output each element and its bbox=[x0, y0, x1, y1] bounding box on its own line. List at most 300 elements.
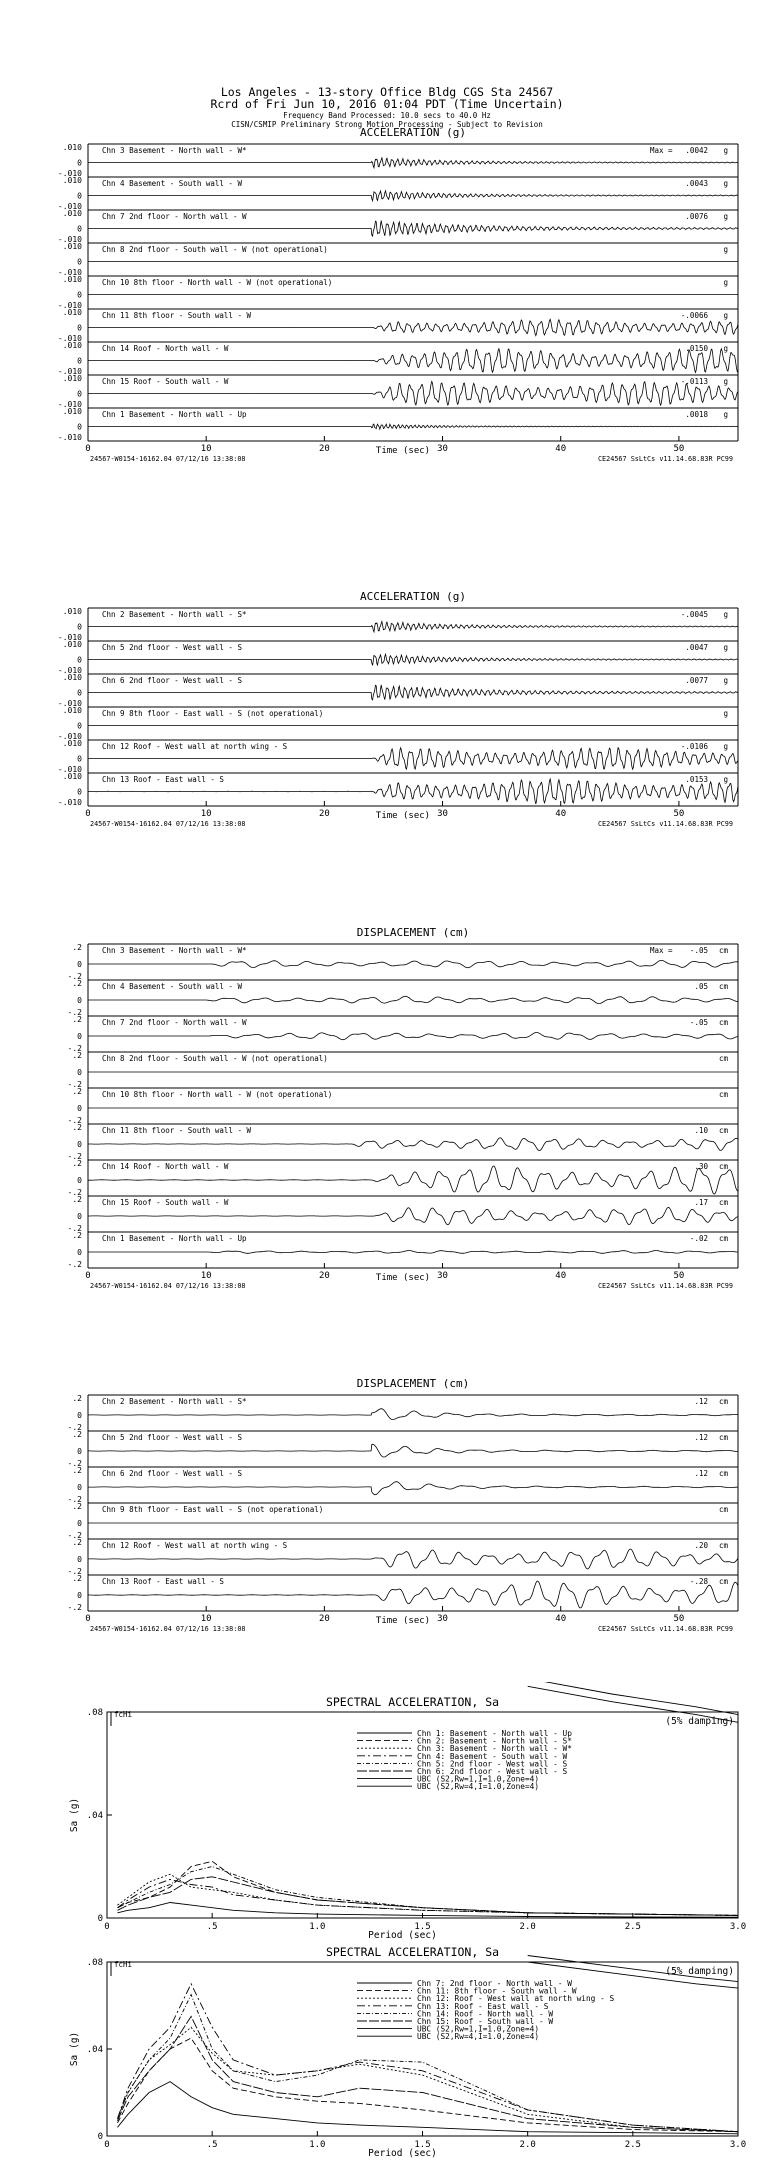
channel-6 bbox=[58, 341, 738, 376]
channel-7 bbox=[58, 374, 738, 409]
damping-label: (5% damping) bbox=[665, 1966, 734, 1977]
channel-unit: g bbox=[723, 610, 728, 619]
record-header bbox=[210, 85, 563, 129]
channel-max: -.0045 bbox=[680, 610, 708, 619]
time-axis-label: Time (sec) bbox=[375, 446, 431, 456]
channel-max: .12 bbox=[694, 1433, 708, 1442]
ytick-pos: .2 bbox=[72, 1051, 82, 1060]
channel-label: Chn 14 Roof - North wall - W bbox=[102, 344, 229, 353]
channel-6 bbox=[68, 1159, 738, 1197]
channel-4 bbox=[68, 1087, 738, 1125]
channel-trace bbox=[88, 221, 738, 237]
time-tick-label: 50 bbox=[673, 809, 685, 819]
channel-label: Chn 10 8th floor - North wall - W (not operational) bbox=[102, 278, 333, 287]
footer-record-id: 24567-W0154-16162.04 07/12/16 13:38:08 bbox=[90, 1282, 246, 1290]
ytick-zero: 0 bbox=[77, 422, 82, 432]
ytick-zero: 0 bbox=[77, 1104, 82, 1113]
ytick-neg: -.010 bbox=[57, 765, 82, 774]
ytick-neg: -.2 bbox=[67, 1603, 82, 1612]
channel-5 bbox=[68, 1574, 738, 1612]
ytick-zero: 0 bbox=[77, 323, 82, 333]
legend-entry: Chn 6: 2nd floor - West wall - S bbox=[417, 1767, 568, 1776]
panel-accel-s bbox=[58, 590, 738, 828]
panel-title: DISPLACEMENT (cm) bbox=[356, 1377, 470, 1390]
xtick-label: 2.5 bbox=[624, 1922, 641, 1932]
ytick-neg: -.010 bbox=[57, 301, 82, 310]
time-axis-label: Time (sec) bbox=[375, 1273, 431, 1283]
channel-max: .0018 bbox=[685, 410, 708, 419]
channel-3 bbox=[58, 706, 738, 741]
ytick-pos: .2 bbox=[72, 979, 82, 988]
ytick-neg: -.010 bbox=[57, 633, 82, 642]
ytick-pos: .010 bbox=[62, 739, 82, 748]
channel-trace bbox=[88, 1444, 738, 1457]
channel-max: .20 bbox=[694, 1541, 708, 1550]
ytick-neg: -.010 bbox=[57, 235, 82, 244]
spectrum-series-2 bbox=[118, 2024, 739, 2131]
ytick-neg: -.2 bbox=[67, 1567, 82, 1576]
yaxis-label: Sa (g) bbox=[69, 2031, 80, 2067]
channel-max: .10 bbox=[694, 1126, 708, 1135]
channel-label: Chn 9 8th floor - East wall - S (not operational) bbox=[102, 709, 324, 718]
xtick-label: 0 bbox=[104, 1922, 110, 1932]
channel-trace bbox=[88, 1251, 738, 1254]
ytick-neg: -.2 bbox=[67, 1008, 82, 1017]
channel-max: .12 bbox=[694, 1397, 708, 1406]
legend-entry: Chn 7: 2nd floor - North wall - W bbox=[417, 1979, 572, 1988]
channel-unit: cm bbox=[718, 1541, 728, 1550]
legend-entry: Chn 14: Roof - North wall - W bbox=[417, 2009, 554, 2019]
channel-label: Chn 7 2nd floor - North wall - W bbox=[102, 212, 247, 221]
channel-label: Chn 10 8th floor - North wall - W (not operational) bbox=[102, 1090, 333, 1099]
max-label: Max = bbox=[650, 146, 673, 155]
ytick-pos: .2 bbox=[72, 1159, 82, 1168]
ytick-pos: .010 bbox=[62, 407, 82, 416]
ytick-zero: 0 bbox=[77, 1447, 82, 1456]
ytick-neg: -.010 bbox=[57, 400, 82, 409]
footer-version: CE24567 SsLtCs v11.14.68.83R PC99 bbox=[597, 455, 733, 463]
channel-5 bbox=[68, 1123, 738, 1161]
xtick-label: 1.5 bbox=[414, 1922, 431, 1932]
channel-trace bbox=[88, 996, 738, 1003]
legend-entry: Chn 3: Basement - North wall - W* bbox=[417, 1744, 572, 1754]
panel-accel-w bbox=[58, 126, 738, 463]
channel-label: Chn 11 8th floor - South wall - W bbox=[102, 311, 252, 320]
footer-record-id: 24567-W0154-16162.04 07/12/16 13:38:08 bbox=[90, 455, 246, 463]
legend-entry: Chn 2: Basement - North wall - S* bbox=[417, 1736, 572, 1746]
ytick-neg: -.2 bbox=[67, 972, 82, 981]
ytick-neg: -.2 bbox=[67, 1188, 82, 1197]
ytick-pos: .010 bbox=[62, 275, 82, 284]
ytick-neg: -.010 bbox=[57, 367, 82, 376]
ytick-neg: -.2 bbox=[67, 1495, 82, 1504]
ytick-pos: .010 bbox=[62, 607, 82, 616]
channel-1 bbox=[68, 979, 738, 1017]
legend-entry: UBC (S2,Rw=1,I=1.0,Zone=4) bbox=[417, 1774, 540, 1784]
legend-entry: Chn 11: 8th floor - South wall - W bbox=[417, 1986, 577, 1996]
channel-max: .0077 bbox=[685, 676, 708, 685]
ytick-zero: 0 bbox=[77, 1212, 82, 1221]
channel-unit: g bbox=[723, 709, 728, 718]
spectrum-title: SPECTRAL ACCELERATION, Sa bbox=[325, 1695, 500, 1709]
time-tick-label: 10 bbox=[200, 444, 212, 454]
channel-4 bbox=[58, 275, 738, 310]
max-label: Max = bbox=[650, 946, 673, 955]
ytick-zero: 0 bbox=[77, 655, 82, 665]
channel-label: Chn 6 2nd floor - West wall - S bbox=[102, 676, 242, 685]
channel-unit: g bbox=[723, 311, 728, 320]
channel-trace bbox=[88, 158, 738, 168]
damping-label: (5% damping) bbox=[665, 1716, 734, 1727]
channel-max: -.05 bbox=[689, 1018, 708, 1027]
channel-unit: cm bbox=[718, 982, 728, 991]
ytick-zero: 0 bbox=[77, 1555, 82, 1564]
xaxis-label: Period (sec) bbox=[368, 1930, 437, 1941]
ytick-zero: 0 bbox=[77, 1248, 82, 1257]
time-tick-label: 10 bbox=[200, 809, 212, 819]
ytick-pos: .2 bbox=[72, 1430, 82, 1439]
channel-max: .0153 bbox=[685, 775, 708, 784]
time-tick-label: 30 bbox=[437, 809, 448, 819]
footer-version: CE24567 SsLtCs v11.14.68.83R PC99 bbox=[597, 1282, 733, 1290]
legend-entry: UBC (S2,Rw=4,I=1.0,Zone=4) bbox=[417, 1782, 540, 1792]
time-tick-label: 0 bbox=[85, 1614, 91, 1624]
ytick-zero: 0 bbox=[77, 1140, 82, 1149]
ytick-neg: -.010 bbox=[57, 202, 82, 211]
ytick-pos: .2 bbox=[72, 1231, 82, 1240]
channel-max: .05 bbox=[694, 982, 708, 991]
ytick-neg: -.010 bbox=[57, 169, 82, 178]
channel-label: Chn 14 Roof - North wall - W bbox=[102, 1162, 229, 1171]
ytick-neg: -.2 bbox=[67, 1044, 82, 1053]
ytick-pos: .010 bbox=[62, 341, 82, 350]
ytick-zero: 0 bbox=[77, 224, 82, 234]
ytick-neg: -.2 bbox=[67, 1260, 82, 1269]
time-tick-label: 30 bbox=[437, 444, 448, 454]
channel-label: Chn 5 2nd floor - West wall - S bbox=[102, 643, 242, 652]
time-tick-label: 40 bbox=[555, 1271, 567, 1281]
xtick-label: 1.0 bbox=[309, 1922, 326, 1932]
time-tick-label: 10 bbox=[200, 1271, 212, 1281]
header-record: Rcrd of Fri Jun 10, 2016 01:04 PDT (Time Uncertain) bbox=[210, 97, 564, 111]
channel-trace bbox=[88, 319, 738, 335]
channel-unit: g bbox=[723, 643, 728, 652]
channel-unit: cm bbox=[718, 1054, 728, 1063]
ytick-zero: 0 bbox=[77, 1591, 82, 1600]
channel-max: .0047 bbox=[685, 643, 708, 652]
channel-max: -.0066 bbox=[680, 311, 708, 320]
channel-trace bbox=[88, 191, 738, 201]
time-tick-label: 50 bbox=[673, 444, 685, 454]
xtick-label: 1.5 bbox=[414, 2140, 431, 2150]
time-tick-label: 50 bbox=[673, 1271, 685, 1281]
channel-trace bbox=[88, 1138, 738, 1151]
channel-trace bbox=[88, 1549, 738, 1569]
spectrum-series-5 bbox=[118, 1877, 739, 1916]
channel-trace bbox=[88, 960, 738, 967]
time-tick-label: 50 bbox=[673, 1614, 685, 1624]
channel-trace bbox=[88, 1033, 738, 1040]
channel-label: Chn 2 Basement - North wall - S* bbox=[102, 610, 247, 619]
legend-entry: Chn 13: Roof - East wall - S bbox=[417, 2001, 549, 2011]
channel-max: .0042 bbox=[685, 146, 708, 155]
channel-unit: cm bbox=[718, 946, 728, 955]
time-tick-label: 0 bbox=[85, 444, 91, 454]
xtick-label: 3.0 bbox=[729, 2140, 747, 2150]
spectrum-series-0 bbox=[118, 2082, 739, 2134]
channel-label: Chn 3 Basement - North wall - W* bbox=[102, 946, 247, 955]
panel-spec-2 bbox=[69, 1945, 746, 2159]
fchi-label: fcHi bbox=[114, 1710, 133, 1719]
channel-trace bbox=[88, 424, 738, 429]
channel-8 bbox=[58, 407, 738, 442]
ytick-label: .04 bbox=[86, 1811, 103, 1821]
ytick-neg: -.2 bbox=[67, 1116, 82, 1125]
time-tick-label: 20 bbox=[318, 1271, 330, 1281]
channel-unit: g bbox=[723, 212, 728, 221]
spectrum-series-0 bbox=[118, 1903, 739, 1918]
channel-unit: cm bbox=[718, 1018, 728, 1027]
time-axis-label: Time (sec) bbox=[375, 811, 431, 821]
channel-trace bbox=[88, 654, 738, 665]
legend-entry: Chn 12: Roof - West wall at north wing - S bbox=[417, 1994, 615, 2004]
footer-version: CE24567 SsLtCs v11.14.68.83R PC99 bbox=[597, 820, 733, 828]
time-tick-label: 20 bbox=[318, 1614, 330, 1624]
spectrum-series-3 bbox=[118, 1879, 739, 1915]
time-tick-label: 40 bbox=[555, 444, 567, 454]
channel-0 bbox=[58, 143, 738, 178]
legend-entry: Chn 5: 2nd floor - West wall - S bbox=[417, 1759, 568, 1769]
spectrum-series-7 bbox=[528, 1686, 738, 1722]
channel-unit: g bbox=[723, 410, 728, 419]
channel-label: Chn 4 Basement - South wall - W bbox=[102, 179, 242, 188]
xtick-label: 1.0 bbox=[309, 2140, 326, 2150]
series-group bbox=[118, 1679, 739, 1918]
channel-label: Chn 1 Basement - North wall - Up bbox=[102, 1234, 247, 1243]
ytick-zero: 0 bbox=[77, 960, 82, 969]
ytick-zero: 0 bbox=[77, 1483, 82, 1492]
ytick-pos: .2 bbox=[72, 1394, 82, 1403]
legend-entry: Chn 15: Roof - South wall - W bbox=[417, 2017, 554, 2026]
channel-unit: cm bbox=[718, 1126, 728, 1135]
channel-unit: cm bbox=[718, 1433, 728, 1442]
ytick-pos: .2 bbox=[72, 1123, 82, 1132]
legend-entry: UBC (S2,Rw=4,I=1.0,Zone=4) bbox=[417, 2032, 540, 2042]
legend-entry: UBC (S2,Rw=1,I=1.0,Zone=4) bbox=[417, 2024, 540, 2034]
ytick-neg: -.2 bbox=[67, 1224, 82, 1233]
time-tick-label: 30 bbox=[437, 1271, 448, 1281]
ytick-neg: -.010 bbox=[57, 433, 82, 442]
channel-label: Chn 4 Basement - South wall - W bbox=[102, 982, 242, 991]
channel-8 bbox=[68, 1231, 738, 1269]
channel-unit: cm bbox=[718, 1234, 728, 1243]
ytick-label: .08 bbox=[86, 1708, 103, 1718]
xaxis-label: Period (sec) bbox=[368, 2148, 437, 2159]
channel-max: -.0113 bbox=[680, 377, 708, 386]
panel-disp-w bbox=[68, 926, 738, 1290]
time-tick-label: 20 bbox=[318, 444, 330, 454]
ytick-pos: .010 bbox=[62, 176, 82, 185]
ytick-neg: -.010 bbox=[57, 334, 82, 343]
channel-unit: g bbox=[723, 775, 728, 784]
ytick-pos: .2 bbox=[72, 1502, 82, 1511]
channel-label: Chn 1 Basement - North wall - Up bbox=[102, 410, 247, 419]
channel-max: -.0106 bbox=[680, 742, 708, 751]
channel-max: .30 bbox=[694, 1162, 708, 1171]
ytick-pos: .010 bbox=[62, 640, 82, 649]
panel-title: ACCELERATION (g) bbox=[360, 590, 466, 603]
channel-max: .12 bbox=[694, 1469, 708, 1478]
footer-record-id: 24567-W0154-16162.04 07/12/16 13:38:08 bbox=[90, 820, 246, 828]
ytick-zero: 0 bbox=[77, 257, 82, 267]
ytick-zero: 0 bbox=[77, 389, 82, 399]
ytick-pos: .010 bbox=[62, 772, 82, 781]
header-processing: CISN/CSMIP Preliminary Strong Motion Processing - Subject to Revision bbox=[231, 120, 543, 129]
channel-2 bbox=[68, 1466, 738, 1504]
fchi-label: fcHi bbox=[114, 1960, 133, 1969]
ytick-neg: -.2 bbox=[67, 1459, 82, 1468]
channel-trace bbox=[88, 1409, 738, 1420]
xtick-label: 3.0 bbox=[729, 1922, 747, 1932]
ytick-label: .04 bbox=[86, 2045, 103, 2055]
channel-trace bbox=[88, 622, 738, 632]
channel-unit: cm bbox=[718, 1090, 728, 1099]
ytick-zero: 0 bbox=[77, 1032, 82, 1041]
ytick-zero: 0 bbox=[77, 622, 82, 632]
plot-panels bbox=[58, 126, 746, 2159]
channel-unit: g bbox=[723, 377, 728, 386]
ytick-pos: .010 bbox=[62, 706, 82, 715]
time-tick-label: 0 bbox=[85, 1271, 91, 1281]
ytick-label: 0 bbox=[97, 1914, 103, 1924]
time-tick-label: 40 bbox=[555, 1614, 567, 1624]
channel-3 bbox=[68, 1051, 738, 1089]
channel-max: -.28 bbox=[689, 1577, 708, 1586]
ytick-pos: .2 bbox=[72, 943, 82, 952]
footer-version: CE24567 SsLtCs v11.14.68.83R PC99 bbox=[597, 1625, 733, 1633]
spectrum-title: SPECTRAL ACCELERATION, Sa bbox=[325, 1945, 500, 1959]
channel-3 bbox=[58, 242, 738, 277]
ytick-pos: .2 bbox=[72, 1574, 82, 1583]
ytick-neg: -.010 bbox=[57, 732, 82, 741]
channel-1 bbox=[58, 176, 738, 211]
channel-2 bbox=[58, 209, 738, 244]
ytick-neg: -.010 bbox=[57, 699, 82, 708]
ytick-zero: 0 bbox=[77, 191, 82, 201]
panel-title: DISPLACEMENT (cm) bbox=[356, 926, 470, 939]
ytick-zero: 0 bbox=[77, 754, 82, 764]
header-frequency: Frequency Band Processed: 10.0 secs to 40.0 Hz bbox=[283, 111, 491, 120]
xtick-label: 2.0 bbox=[519, 2140, 536, 2150]
ytick-pos: .2 bbox=[72, 1466, 82, 1475]
channel-label: Chn 2 Basement - North wall - S* bbox=[102, 1397, 247, 1406]
ytick-zero: 0 bbox=[77, 158, 82, 168]
spectrum-series-1 bbox=[118, 2038, 739, 2132]
ytick-pos: .010 bbox=[62, 374, 82, 383]
channel-0 bbox=[68, 943, 738, 981]
ytick-pos: .010 bbox=[62, 209, 82, 218]
channel-4 bbox=[68, 1538, 738, 1576]
ytick-zero: 0 bbox=[77, 721, 82, 731]
channel-5 bbox=[58, 308, 738, 343]
channel-label: Chn 13 Roof - East wall - S bbox=[102, 775, 224, 784]
xtick-label: .5 bbox=[206, 2140, 218, 2150]
channel-unit: g bbox=[723, 278, 728, 287]
xtick-label: 0 bbox=[104, 2140, 110, 2150]
channel-unit: cm bbox=[718, 1198, 728, 1207]
ytick-pos: .010 bbox=[62, 143, 82, 152]
ytick-neg: -.2 bbox=[67, 1080, 82, 1089]
channel-label: Chn 13 Roof - East wall - S bbox=[102, 1577, 224, 1586]
channel-unit: cm bbox=[718, 1577, 728, 1586]
time-tick-label: 10 bbox=[200, 1614, 212, 1624]
channel-7 bbox=[68, 1195, 738, 1233]
channel-label: Chn 8 2nd floor - South wall - W (not operational) bbox=[102, 245, 328, 254]
ytick-neg: -.2 bbox=[67, 1423, 82, 1432]
ytick-pos: .2 bbox=[72, 1015, 82, 1024]
channel-trace bbox=[88, 1207, 738, 1224]
time-tick-label: 30 bbox=[437, 1614, 448, 1624]
channel-1 bbox=[58, 640, 738, 675]
legend-entry: Chn 1: Basement - North wall - Up bbox=[417, 1729, 572, 1738]
channel-max: .0043 bbox=[685, 179, 708, 188]
channel-label: Chn 9 8th floor - East wall - S (not operational) bbox=[102, 1505, 324, 1514]
ytick-zero: 0 bbox=[77, 290, 82, 300]
ytick-zero: 0 bbox=[77, 1068, 82, 1077]
channel-1 bbox=[68, 1430, 738, 1468]
channel-label: Chn 11 8th floor - South wall - W bbox=[102, 1126, 252, 1135]
xtick-label: 2.0 bbox=[519, 1922, 536, 1932]
channel-max: .17 bbox=[694, 1198, 708, 1207]
time-tick-label: 40 bbox=[555, 809, 567, 819]
channel-label: Chn 5 2nd floor - West wall - S bbox=[102, 1433, 242, 1442]
channel-label: Chn 7 2nd floor - North wall - W bbox=[102, 1018, 247, 1027]
time-tick-label: 0 bbox=[85, 809, 91, 819]
channel-label: Chn 6 2nd floor - West wall - S bbox=[102, 1469, 242, 1478]
channel-trace bbox=[88, 685, 738, 700]
ytick-pos: .010 bbox=[62, 308, 82, 317]
channel-unit: g bbox=[723, 676, 728, 685]
channel-unit: g bbox=[723, 344, 728, 353]
channel-unit: cm bbox=[718, 1162, 728, 1171]
ytick-zero: 0 bbox=[77, 1411, 82, 1420]
ytick-neg: -.010 bbox=[57, 666, 82, 675]
channel-max: .0076 bbox=[685, 212, 708, 221]
footer-record-id: 24567-W0154-16162.04 07/12/16 13:38:08 bbox=[90, 1625, 246, 1633]
yaxis-label: Sa (g) bbox=[69, 1797, 80, 1833]
panel-spec-1 bbox=[69, 1679, 746, 1942]
ytick-label: 0 bbox=[97, 2132, 103, 2142]
channel-unit: g bbox=[723, 179, 728, 188]
panel-title: ACCELERATION (g) bbox=[360, 126, 466, 139]
channel-2 bbox=[68, 1015, 738, 1053]
channel-unit: g bbox=[723, 245, 728, 254]
channel-label: Chn 15 Roof - South wall - W bbox=[102, 1198, 229, 1207]
channel-unit: g bbox=[723, 742, 728, 751]
ytick-zero: 0 bbox=[77, 1519, 82, 1528]
channel-unit: cm bbox=[718, 1469, 728, 1478]
channel-unit: g bbox=[723, 146, 728, 155]
ytick-pos: .2 bbox=[72, 1195, 82, 1204]
ytick-zero: 0 bbox=[77, 1176, 82, 1185]
channel-label: Chn 8 2nd floor - South wall - W (not operational) bbox=[102, 1054, 328, 1063]
channel-trace bbox=[88, 1482, 738, 1495]
channel-5 bbox=[58, 772, 738, 807]
ytick-pos: .010 bbox=[62, 242, 82, 251]
channel-3 bbox=[68, 1502, 738, 1540]
channel-max: -.05 bbox=[689, 946, 708, 955]
channel-4 bbox=[58, 739, 738, 774]
